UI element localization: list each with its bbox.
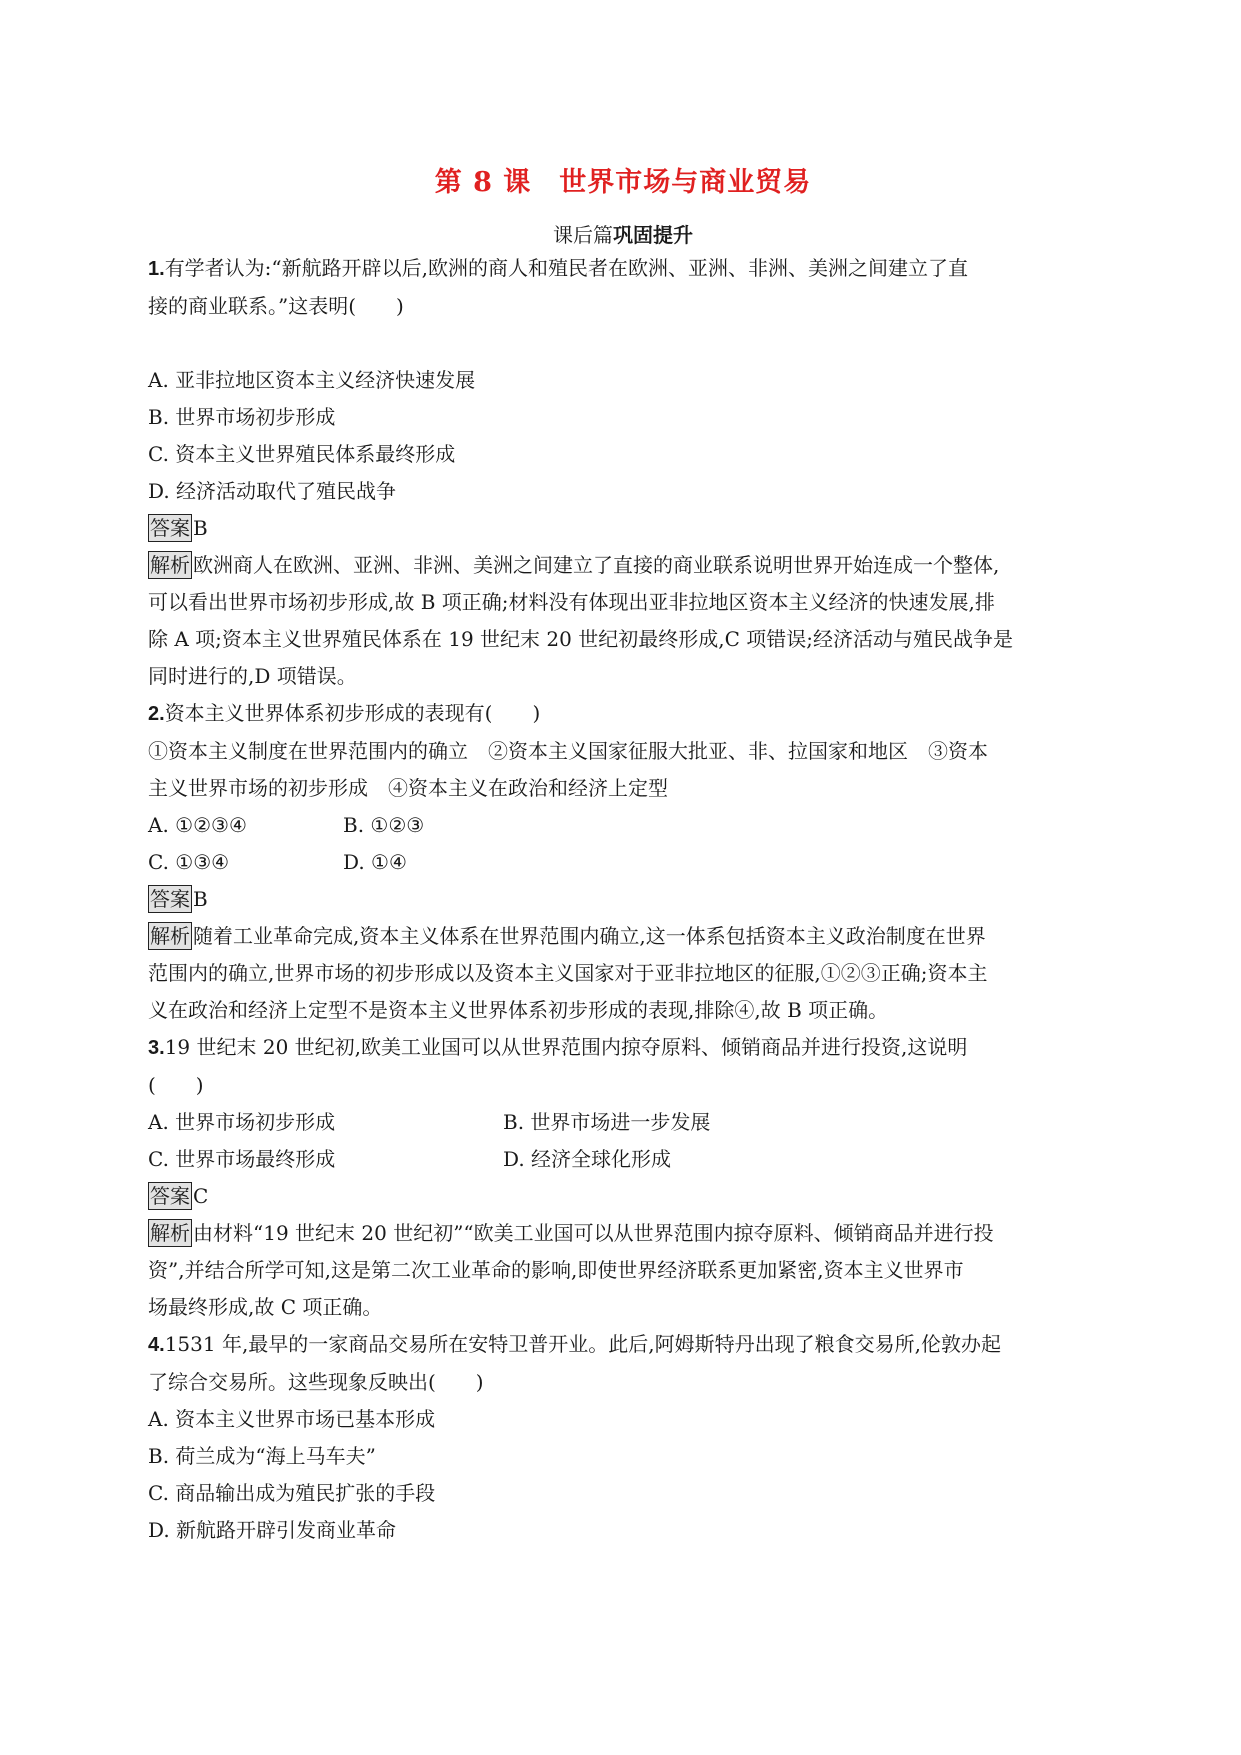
analysis-line: [148, 547, 1098, 584]
answer-tag: 答案: [150, 1184, 190, 1208]
question-3: [148, 1029, 1098, 1326]
answer-row: [148, 510, 1098, 547]
option-c: C. 资本主义世界殖民体系最终形成: [148, 442, 456, 466]
option-b: B. 世界市场进一步发展: [503, 1110, 711, 1134]
lesson-title: 第 8 课 世界市场与商业贸易: [434, 167, 812, 198]
analysis-tag: 解析: [150, 553, 190, 577]
question-stem-line: [148, 250, 1098, 288]
options-row: [148, 844, 1098, 881]
analysis-line: 同时进行的,D 项错误。: [148, 664, 357, 688]
option-b: B. ①②③: [343, 813, 425, 837]
analysis-line: 除 A 项;资本主义世界殖民体系在 19 世纪末 20 世纪初最终形成,C 项错误;经济活动与殖民战争是: [148, 627, 1013, 651]
stem-text: 1531 年,最早的一家商品交易所在安特卫普开业。此后,阿姆斯特丹出现了粮食交易所,伦敦办起: [164, 1332, 1002, 1356]
options-row: [148, 1141, 1098, 1178]
option-d: D. 新航路开辟引发商业革命: [148, 1518, 397, 1542]
answer-row: [148, 1178, 1098, 1215]
option-c: C. ①③④: [148, 850, 230, 874]
option-b: B. 荷兰成为“海上马车夫”: [148, 1444, 376, 1468]
question-stem-line: ( ): [148, 1073, 204, 1097]
analysis-line: 资”,并结合所学可知,这是第二次工业革命的影响,即使世界经济联系更加紧密,资本主义世界市: [148, 1258, 964, 1282]
document-page: [148, 150, 1098, 1549]
option-c: C. 商品输出成为殖民扩张的手段: [148, 1481, 436, 1505]
option-a: A. 亚非拉地区资本主义经济快速发展: [148, 368, 476, 392]
option-c: C. 世界市场最终形成: [148, 1147, 336, 1171]
analysis-line: [148, 1215, 1098, 1252]
stem-text: 资本主义世界体系初步形成的表现有( ): [164, 701, 541, 725]
answer-row: [148, 881, 1098, 918]
analysis-tag: 解析: [150, 1221, 190, 1245]
option-a: A. 世界市场初步形成: [148, 1110, 336, 1134]
analysis-line: [148, 918, 1098, 955]
analysis-text: 由材料“19 世纪末 20 世纪初”“欧美工业国可以从世界范围内掠夺原料、倾销商品并进行投: [193, 1221, 994, 1245]
answer-value: C: [193, 1184, 209, 1208]
analysis-line: 义在政治和经济上定型不是资本主义世界体系初步形成的表现,排除④,故 B 项正确。: [148, 998, 889, 1022]
analysis-text: 欧洲商人在欧洲、亚洲、非洲、美洲之间建立了直接的商业联系说明世界开始连成一个整体,: [193, 553, 1000, 577]
question-1: [148, 250, 1098, 695]
option-a: A. ①②③④: [148, 813, 247, 837]
section-subtitle: [148, 220, 1098, 250]
option-a: A. 资本主义世界市场已基本形成: [148, 1407, 436, 1431]
question-4: [148, 1326, 1098, 1549]
question-number: 3.: [148, 1037, 165, 1059]
analysis-tag: 解析: [150, 924, 190, 948]
option-d: D. 经济全球化形成: [503, 1147, 672, 1171]
subtitle-bold: 巩固提升: [613, 223, 693, 247]
question-number: 2.: [148, 703, 165, 725]
question-number: 4.: [148, 1334, 165, 1356]
question-2: [148, 695, 1098, 1029]
blank-gap: [148, 325, 1098, 362]
stem-text: 19 世纪末 20 世纪初,欧美工业国可以从世界范围内掠夺原料、倾销商品并进行投资,这说明: [164, 1035, 968, 1059]
question-stem-line: 了综合交易所。这些现象反映出( ): [148, 1370, 484, 1394]
question-stem-line: [148, 1029, 1098, 1067]
question-stem-line: 接的商业联系。”这表明( ): [148, 294, 404, 318]
analysis-line: 可以看出世界市场初步形成,故 B 项正确;材料没有体现出亚非拉地区资本主义经济的快速发展,排: [148, 590, 995, 614]
answer-tag: 答案: [150, 516, 190, 540]
analysis-line: 场最终形成,故 C 项正确。: [148, 1295, 383, 1319]
question-stem-line: 主义世界市场的初步形成 ④资本主义在政治和经济上定型: [148, 776, 668, 800]
stem-text: 有学者认为:“新航路开辟以后,欧洲的商人和殖民者在欧洲、亚洲、非洲、美洲之间建立了直: [164, 256, 969, 280]
question-stem-line: [148, 1326, 1098, 1364]
analysis-line: 范围内的确立,世界市场的初步形成以及资本主义国家对于亚非拉地区的征服,①②③正确;资本主: [148, 961, 988, 985]
option-d: D. ①④: [343, 850, 407, 874]
question-stem-line: [148, 695, 1098, 733]
options-row: [148, 807, 1098, 844]
question-stem-line: ①资本主义制度在世界范围内的确立 ②资本主义国家征服大批亚、非、拉国家和地区 ③资本: [148, 739, 988, 763]
option-d: D. 经济活动取代了殖民战争: [148, 479, 397, 503]
option-b: B. 世界市场初步形成: [148, 405, 336, 429]
answer-value: B: [193, 887, 208, 911]
answer-tag: 答案: [150, 887, 190, 911]
analysis-text: 随着工业革命完成,资本主义体系在世界范围内确立,这一体系包括资本主义政治制度在世界: [193, 924, 986, 948]
answer-value: B: [193, 516, 208, 540]
options-row: [148, 1104, 1098, 1141]
question-number: 1.: [148, 258, 165, 280]
subtitle-normal: 课后篇: [553, 223, 613, 247]
